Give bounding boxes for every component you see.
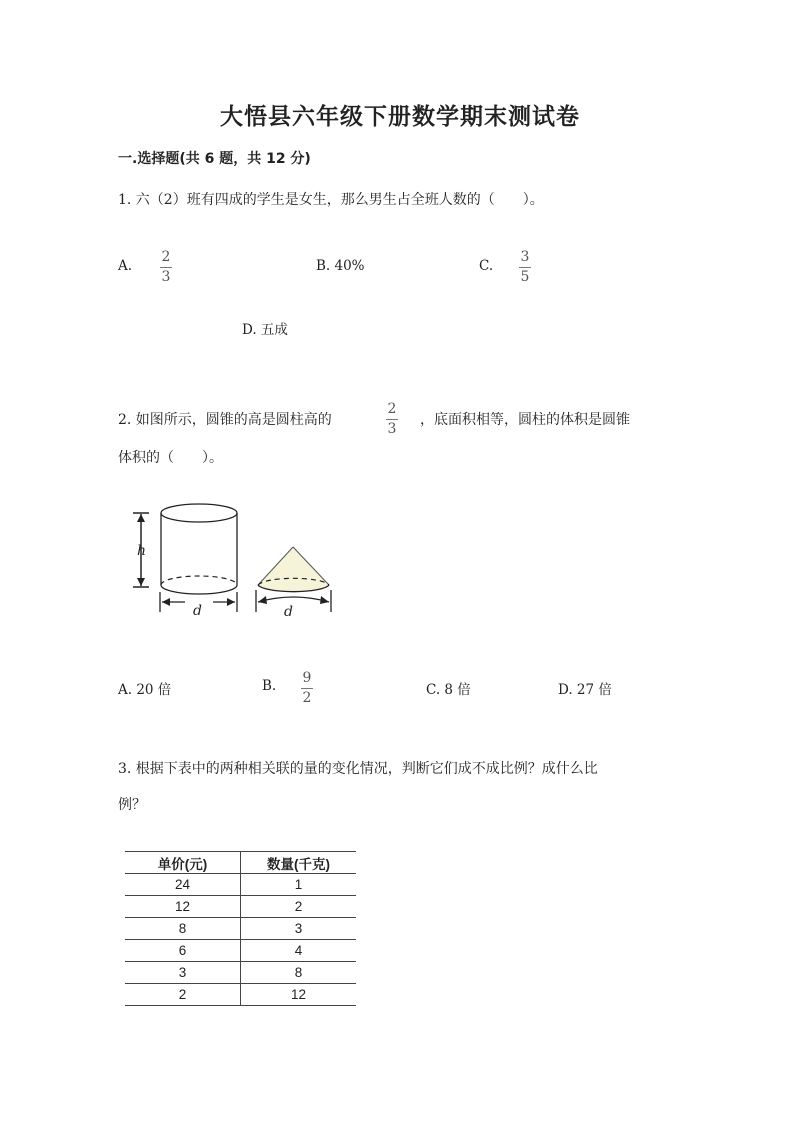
- q1-option-c-fraction: [519, 250, 531, 285]
- cell-price: 6: [125, 940, 241, 962]
- price-quantity-table: [125, 851, 356, 1006]
- table-row: [125, 896, 356, 918]
- height-label: h: [137, 543, 147, 559]
- table-row: [125, 874, 356, 896]
- q1-option-c-label: C.: [479, 258, 494, 274]
- header-unit-price: 单价(元): [125, 852, 241, 874]
- fraction-denominator: 5: [520, 269, 530, 285]
- header-quantity: 数量(千克): [267, 856, 330, 872]
- fraction-bar: [160, 267, 172, 268]
- fraction-denominator: 3: [161, 269, 171, 285]
- cell-quantity: 8: [294, 965, 303, 980]
- table-row: [125, 962, 356, 984]
- cylinder-diameter-label: d: [193, 603, 202, 619]
- question-2-text-part2: ，底面积相等，圆柱的体积是圆锥: [420, 412, 630, 428]
- q2-option-b-fraction: [301, 671, 313, 706]
- cell-price: 24: [125, 874, 241, 896]
- q1-option-b: B. 40%: [316, 258, 365, 274]
- q2-option-a: A. 20 倍: [118, 682, 172, 698]
- question-3-text-line2: 例？: [118, 797, 146, 813]
- table-row: [125, 918, 356, 940]
- cell-price: 8: [125, 918, 241, 940]
- cylinder-cone-figure: [125, 500, 345, 625]
- cone-diameter-indicator: [256, 590, 331, 612]
- cell-quantity: 12: [290, 987, 307, 1002]
- table-row: [125, 984, 356, 1006]
- q2-option-d: D. 27 倍: [558, 682, 612, 698]
- fraction-numerator: 9: [302, 670, 312, 686]
- table-header-row: [125, 852, 356, 874]
- cell-price: 3: [125, 962, 241, 984]
- question-3-text-line1: 3. 根据下表中的两种相关联的量的变化情况，判断它们成不成比例？成什么比: [118, 761, 598, 777]
- q2-option-b-label: B.: [262, 678, 277, 694]
- cell-quantity: 3: [294, 921, 303, 936]
- question-2-text-part1: 2. 如图所示，圆锥的高是圆柱高的: [118, 412, 332, 428]
- table-row: [125, 940, 356, 962]
- page-title: 大悟县六年级下册数学期末测试卷: [220, 104, 580, 130]
- q1-option-a-label: A.: [118, 258, 133, 274]
- cell-price: 2: [125, 984, 241, 1006]
- cone-diameter-label: d: [284, 604, 293, 620]
- fraction-numerator: 3: [520, 249, 530, 265]
- cell-quantity: 4: [294, 943, 303, 958]
- question-2-text-line2: 体积的（ ）。: [118, 450, 223, 466]
- fraction-bar: [386, 419, 398, 420]
- fraction-numerator: 2: [161, 249, 171, 265]
- cone-shape: [258, 547, 329, 592]
- cell-quantity: 2: [294, 899, 303, 914]
- question-1-text: 1. 六（2）班有四成的学生是女生，那么男生占全班人数的（ ）。: [118, 192, 544, 208]
- fraction-bar: [301, 688, 313, 689]
- cell-quantity: 1: [294, 877, 303, 892]
- fraction-numerator: 2: [387, 401, 397, 417]
- q1-option-d: D. 五成: [242, 322, 288, 338]
- q2-option-c: C. 8 倍: [426, 682, 471, 698]
- fraction-denominator: 2: [302, 690, 312, 706]
- section-heading: 一.选择题(共 6 题，共 12 分): [118, 151, 311, 167]
- cell-price: 12: [125, 896, 241, 918]
- q1-option-a-fraction: [160, 250, 172, 285]
- q2-fraction: [386, 402, 398, 437]
- fraction-bar: [519, 267, 531, 268]
- cylinder-shape: [161, 504, 237, 594]
- fraction-denominator: 3: [387, 421, 397, 437]
